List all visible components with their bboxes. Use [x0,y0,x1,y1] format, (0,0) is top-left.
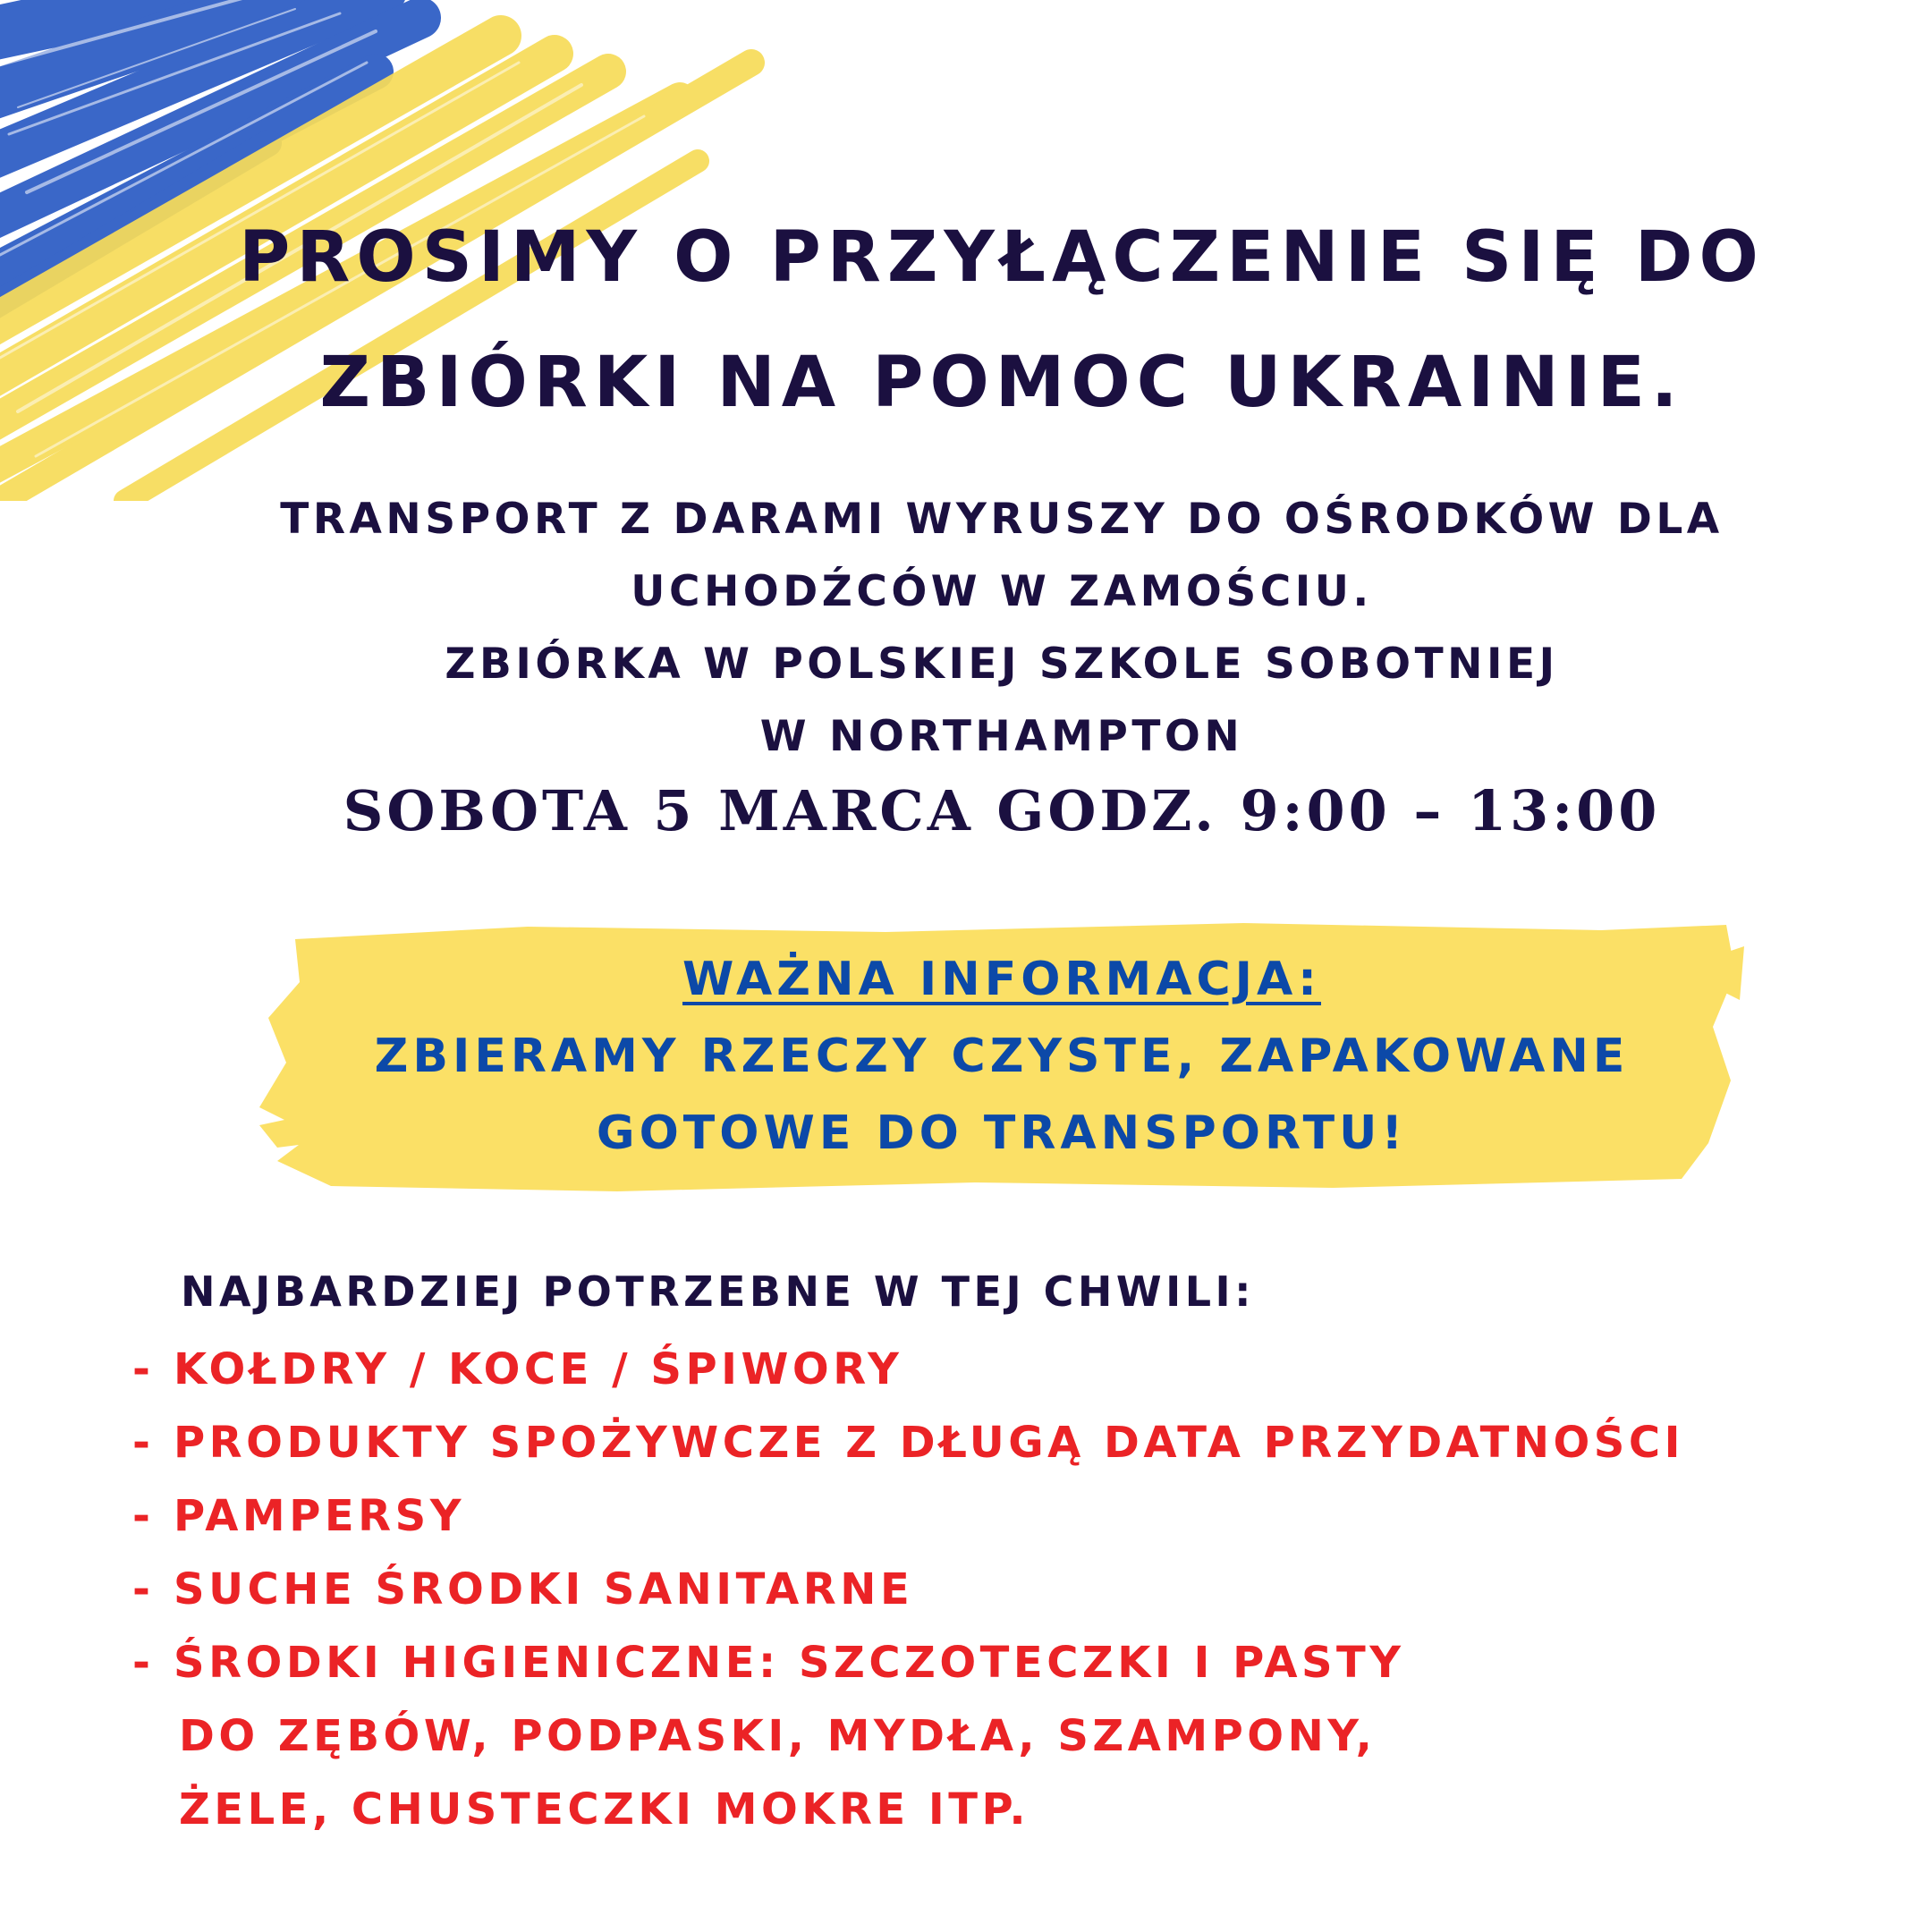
list-dash: - [132,1418,155,1468]
list-item [132,1626,1684,1846]
transport-info [179,483,1825,773]
title-line-1: PROSIMY O PRZYŁĄCZENIE SIĘ DO [239,217,1765,298]
notice-heading: WAŻNA INFORMACJA: [682,953,1321,1006]
list-item [132,1479,1684,1553]
info-line-4: W NORTHAMPTON [759,712,1244,761]
list-item-text: PRODUKTY SPOŻYWCZE Z DŁUGĄ DATA PRZYDATNOŚCI [174,1418,1684,1468]
info-line-2: UCHODŹCÓW W ZAMOŚCIU. [631,567,1373,616]
list-item [132,1406,1684,1479]
list-item [132,1333,1684,1406]
info-line-1: TRANSPORT Z DARAMI WYRUSZY DO OŚRODKÓW DLA [280,495,1724,544]
needs-list [132,1333,1684,1846]
info-line-3: ZBIÓRKA W POLSKIEJ SZKOLE SOBOTNIEJ [445,640,1559,689]
title-line-2: ZBIÓRKI NA POMOC UKRAINIE. [319,343,1684,423]
list-dash: - [132,1344,155,1394]
page-title [179,195,1825,445]
list-item [132,1553,1684,1626]
list-dash: - [132,1564,155,1614]
list-item-text: ŚRODKI HIGIENICZNE: SZCZOTECZKI I PASTY [174,1638,1405,1688]
list-dash: - [132,1638,155,1688]
notice-line-1: ZBIERAMY RZECZY CZYSTE, ZAPAKOWANE [374,1030,1630,1083]
notice-line-2: GOTOWE DO TRANSPORTU! [596,1106,1408,1160]
list-item-continuation: ŻELE, CHUSTECZKI MOKRE ITP. [179,1784,1030,1835]
list-dash: - [132,1491,155,1541]
important-notice [179,941,1825,1172]
list-item-text: SUCHE ŚRODKI SANITARNE [174,1564,914,1614]
event-date-time: SOBOTA 5 MARCA GODZ. 9:00 – 13:00 [343,778,1661,843]
list-item-text: PAMPERSY [174,1491,465,1541]
needs-heading: NAJBARDZIEJ POTRZEBNE W TEJ CHWILI: [181,1267,1256,1316]
list-item-text: KOŁDRY / KOCE / ŚPIWORY [174,1344,903,1394]
list-item-continuation: DO ZĘBÓW, PODPASKI, MYDŁA, SZAMPONY, [179,1711,1377,1761]
